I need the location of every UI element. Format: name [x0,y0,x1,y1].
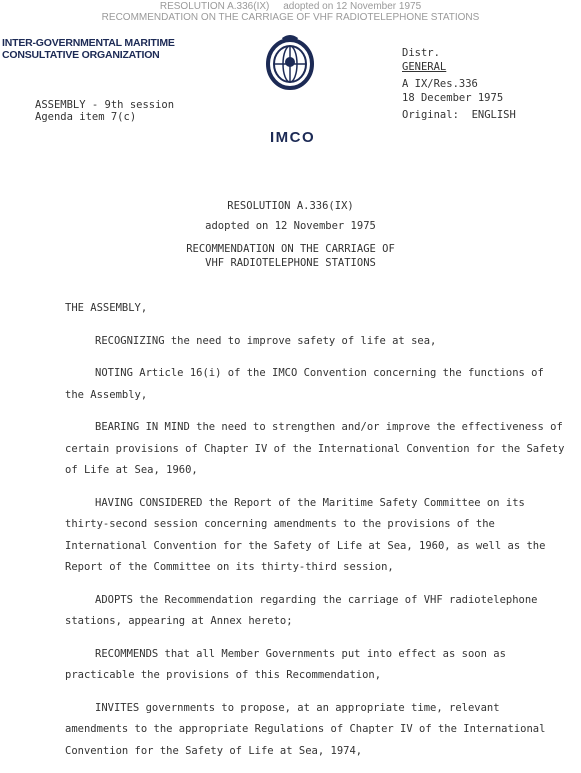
distr-label: Distr. [402,47,440,59]
organization-name [2,37,175,61]
organization-line2: CONSULTATIVE ORGANIZATION [2,49,160,61]
document-ref: A IX/Res.336 [402,78,478,90]
agenda-item: Agenda item 7(c) [35,111,137,123]
original-label: Original: [402,109,459,121]
paragraph-noting: NOTING Article 16(i) of the IMCO Convention concerning the functions of the Assembly, [65,367,544,401]
page-header-line1: RESOLUTION A.336(IX) adopted on 12 November 1975 [159,1,422,12]
assembly-session: ASSEMBLY - 9th session [35,99,175,111]
assembly-opening: THE ASSEMBLY, [65,302,148,314]
resolution-title-line1: RECOMMENDATION ON THE CARRIAGE OF [186,243,395,255]
imco-acronym: IMCO [270,129,316,146]
paragraph-bearing-in-mind: BEARING IN MIND the need to strengthen and/or improve the effectiveness of certain provisions of Chapter IV of the International Convention for the Safety of Life at Sea, 1960, [65,421,565,476]
original-language [402,109,516,123]
paragraph-recommends: RECOMMENDS that all Member Governments put into effect as soon as practicable the provisions of this Recommendation, [65,647,506,681]
resolution-number: RESOLUTION A.336(IX) [227,200,354,212]
resolution-adopted: adopted on 12 November 1975 [205,220,376,232]
paragraph-adopts: ADOPTS the Recommendation regarding the carriage of VHF radiotelephone stations, appearing at Annex hereto; [65,593,538,627]
paragraph-recognizing: RECOGNIZING the need to improve safety of life at sea, [95,334,437,347]
document-date: 18 December 1975 [402,91,504,104]
distr-status: GENERAL [402,60,447,73]
distribution-block [402,47,516,123]
paragraph-having-considered: HAVING CONSIDERED the Report of the Maritime Safety Committee on its thirty-second session concerning amendments to the provisions of the International Convention for the Safety of Life at Sea, 1960, as well as the Report of the Committee on its thirty-third session, [65,496,546,573]
imco-emblem-icon [260,32,320,92]
resolution-body [65,298,565,773]
assembly-info [35,99,174,123]
original-value: ENGLISH [471,109,516,121]
paragraph-invites: INVITES governments to propose, at an appropriate time, relevant amendments to the appropriate Regulations of Chapter IV of the International Convention for the Safety of Life at Sea, 1974, [65,701,546,757]
resolution-title-line2: VHF RADIOTELEPHONE STATIONS [205,257,376,269]
organization-line1: INTER-GOVERNMENTAL MARITIME [2,37,175,49]
page-header-line2: RECOMMENDATION ON THE CARRIAGE OF VHF RADIOTELEPHONE STATIONS [101,12,480,23]
